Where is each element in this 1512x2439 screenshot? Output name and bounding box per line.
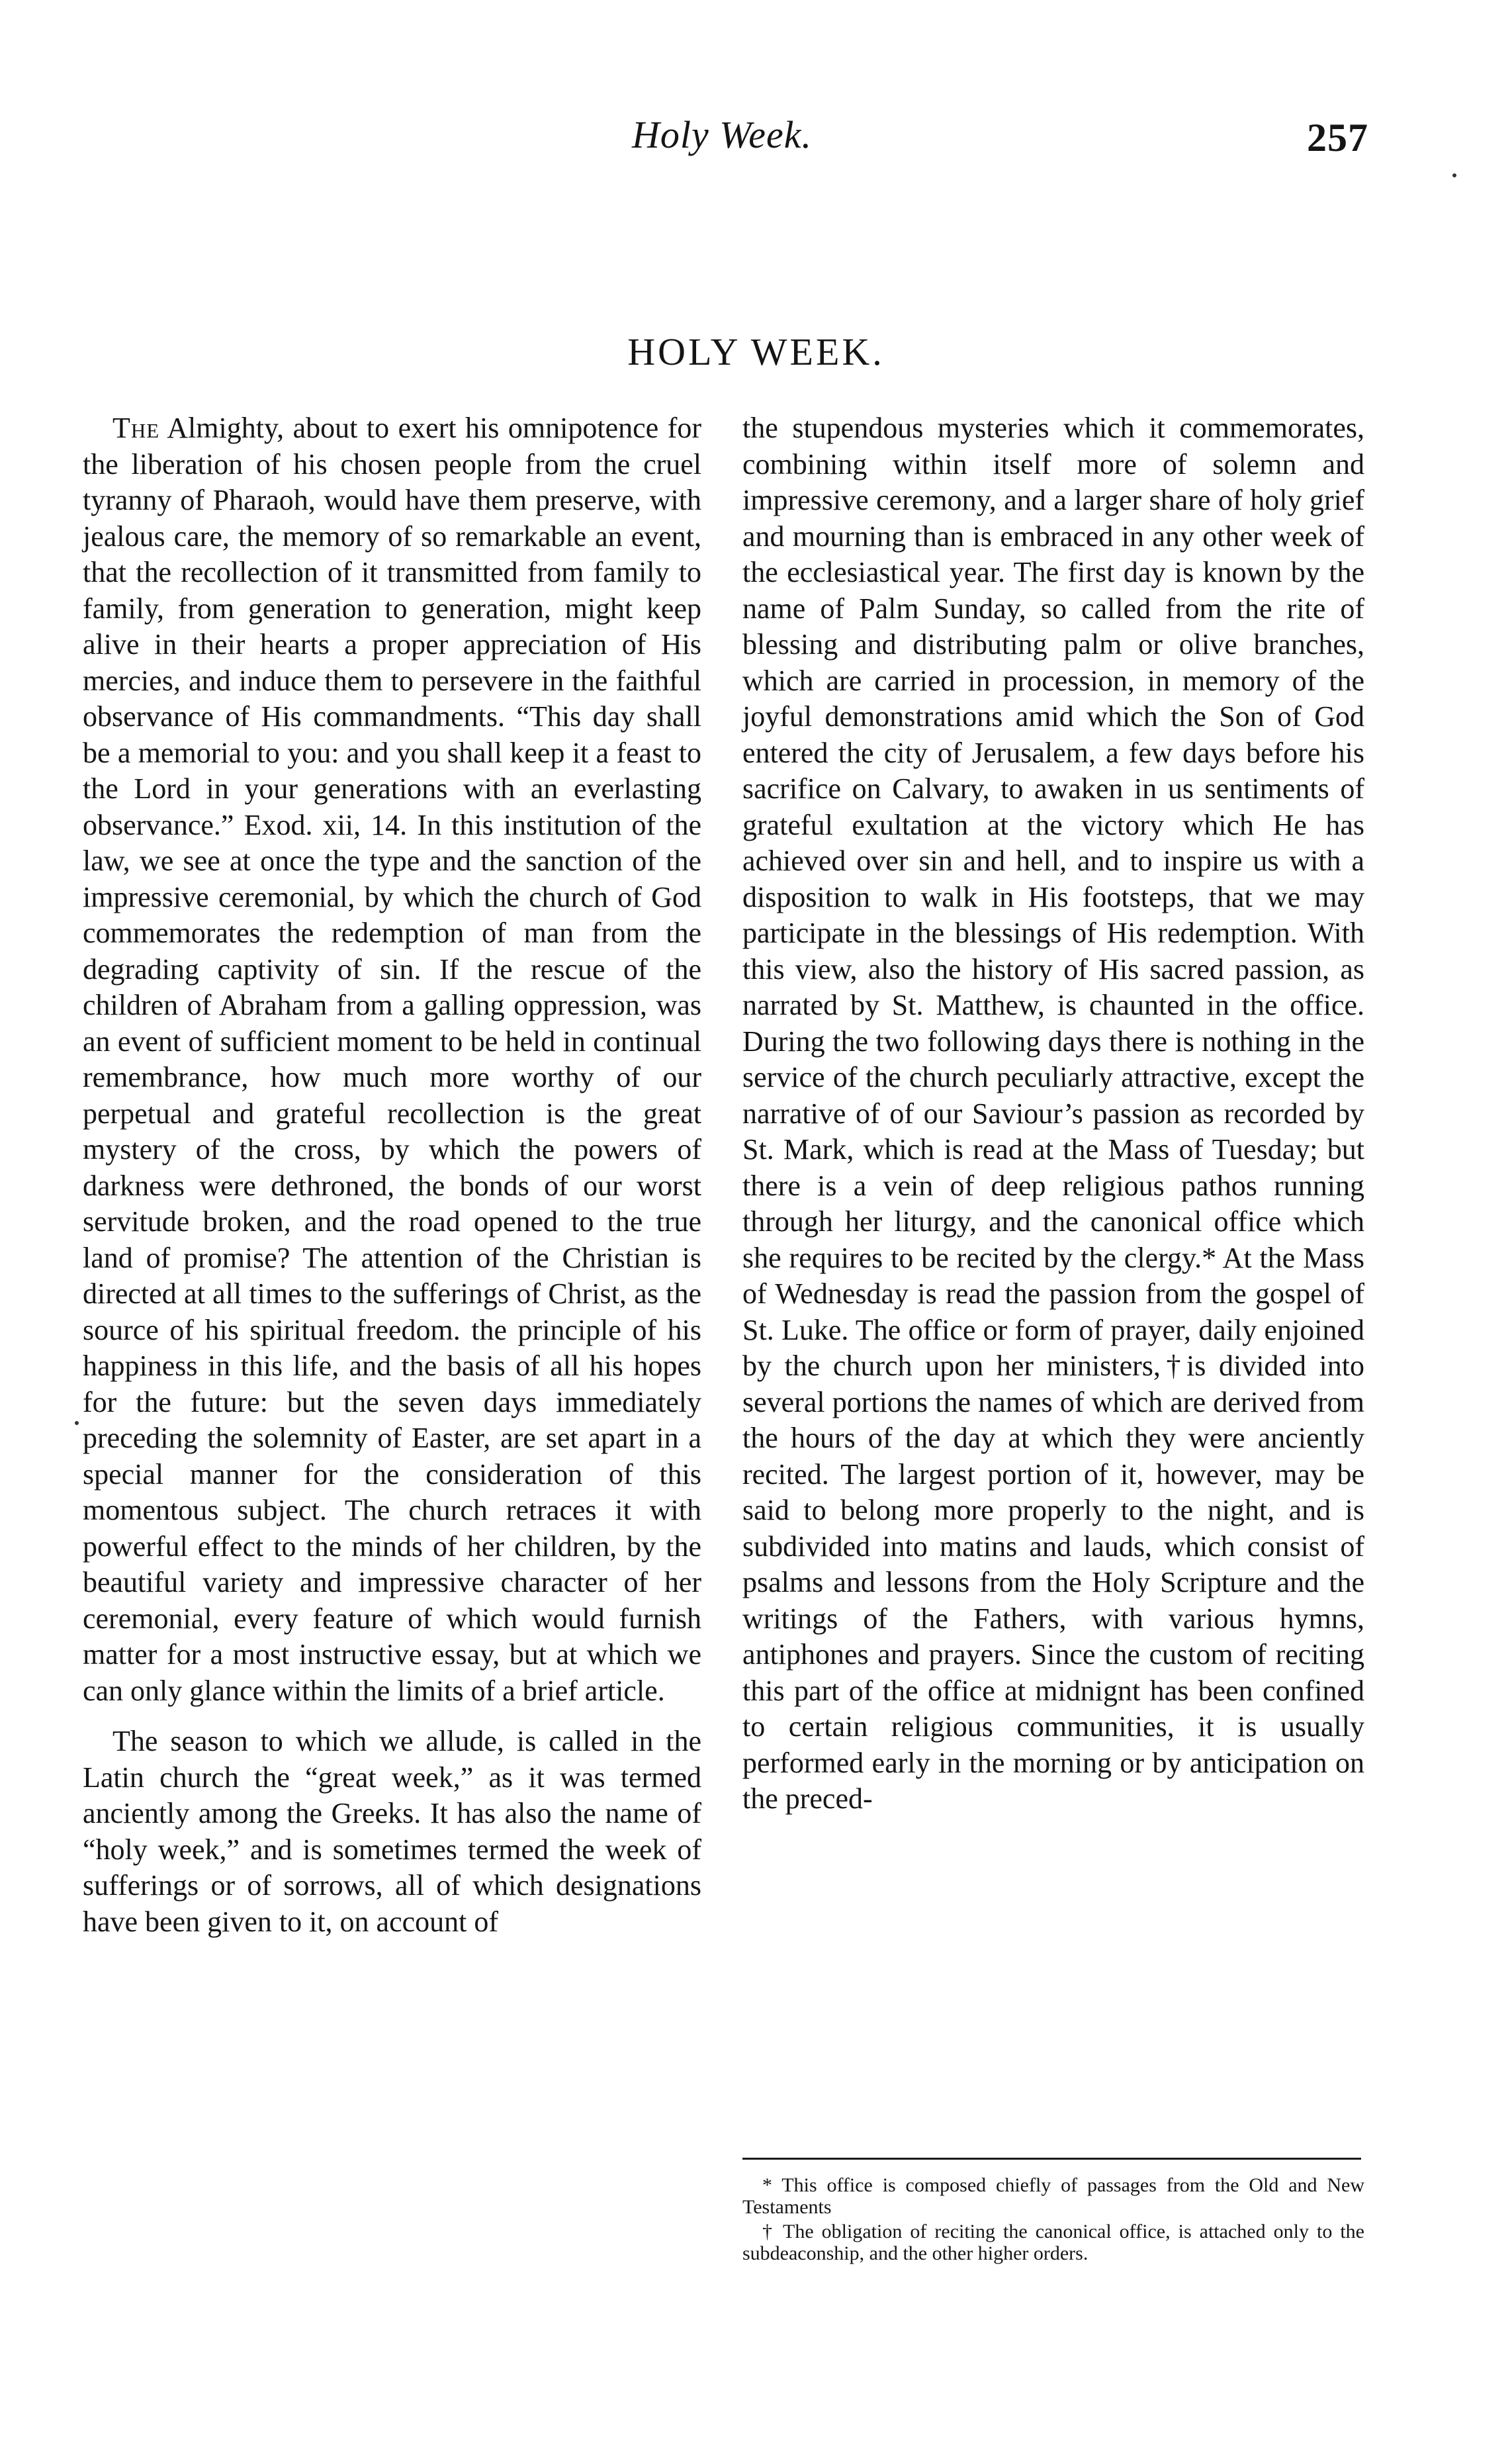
page-number: 257 [1307, 116, 1368, 160]
stray-ink-mark [1452, 173, 1456, 177]
paragraph: The season to which we allude, is called in the Latin church the “great week,” as it was termed anciently among the Greeks. It has also the name of “holy week,” and is sometimes termed the week of sufferings or of sorrows, all of which designations have been given to it, on account of [83, 1725, 701, 1938]
footnote: † The obligation of reciting the canonical office, is attached only to the subdeaconship, and the other higher orders. [742, 2221, 1364, 2264]
article-title: HOLY WEEK. [627, 330, 885, 373]
right-column [742, 410, 1364, 1818]
running-head [0, 113, 1512, 172]
running-title: Holy Week. [632, 113, 812, 156]
footnote-rule [742, 2158, 1361, 2160]
drop-lead-word: The [112, 412, 160, 444]
footnotes [742, 2158, 1364, 2264]
paragraph [83, 410, 701, 1709]
margin-ink-dot [75, 1421, 79, 1425]
paragraph: the stupendous mysteries which it commemorates, combining within itself more of solemn and impressive ceremony, and a larger share of holy grief and mourning than is embraced in any other week of the ecclesiastical year. The first day is known by the name of Palm Sunday, so called from the rite of blessing and distributing palm or olive branches, which are carried in procession, in memory of the joyful demonstrations amid which the Son of God entered the city of Jerusalem, a few days before his sacrifice on Calvary, to awaken in us sentiments of grateful exultation at the victory which He has achieved over sin and hell, and to inspire us with a disposition to walk in His footsteps, that we may participate in the blessings of His redemption. With this view, also the history of His sacred passion, as narrated by St. Matthew, is chaunted in the office. During the two following days there is nothing in the service of the church peculiarly attractive, except the narrative of of our Saviour’s passion as recorded by St. Mark, which is read at the Mass of Tuesday; but there is a vein of deep religious pathos running through her liturgy, and the canonical office which she requires to be recited by the clergy.* At the Mass of Wednesday is read the passion from the gospel of St. Luke. The office or form of prayer, daily enjoined by the church upon her ministers,†is divided into several portions the names of which are derived from the hours of the day at which they were anciently recited. The largest portion of it, however, may be said to belong more properly to the night, and is subdivided into matins and lauds, which consist of psalms and lessons from the Holy Scripture and the writings of the Fathers, with various hymns, antiphones and prayers. Since the custom of reciting this part of the office at midnignt has been confined to certain religious communities, it is usually performed early in the morning or by anticipation on the preced- [742, 412, 1364, 1815]
paragraph-text: Almighty, about to exert his omnipotence for the liberation of his chosen people from the cruel tyranny of Pharaoh, would have them preserve, with jealous care, the memory of so remarkable an event, that the recollection of it transmitted from family to family, from generation to generation, might keep alive in their hearts a proper appreciation of His mercies, and induce them to persevere in the faithful observance of His commandments. “This day shall be a memorial to you: and you shall keep it a feast to the Lord in your generations with an everlasting observance.” Exod. xii, 14. In this institution of the law, we see at once the type and the sanction of the impressive ceremonial, by which the church of God commemorates the redemption of man from the degrading captivity of sin. If the rescue of the children of Abraham from a galling oppression, was an event of sufficient moment to be held in continual remembrance, how much more worthy of our perpetual and grateful recollection is the great mystery of the cross, by which the powers of darkness were dethroned, the bonds of our worst servitude broken, and the road opened to the true land of promise? The attention of the Christian is directed at all times to the sufferings of Christ, as the source of his spiritual freedom. the principle of his happiness in this life, and the basis of all his hopes for the future: but the seven days immediately preceding the solemnity of Easter, are set apart in a special manner for the consideration of this momentous subject. The church retraces it with powerful effect to the minds of her children, by the beautiful variety and impressive character of her ceremonial, every feature of which would furnish matter for a most instructive essay, but at which we can only glance within the limits of a brief article. [83, 412, 701, 1707]
footnote: * This office is composed chiefly of passages from the Old and New Testaments [742, 2174, 1364, 2218]
left-column [83, 410, 701, 1940]
